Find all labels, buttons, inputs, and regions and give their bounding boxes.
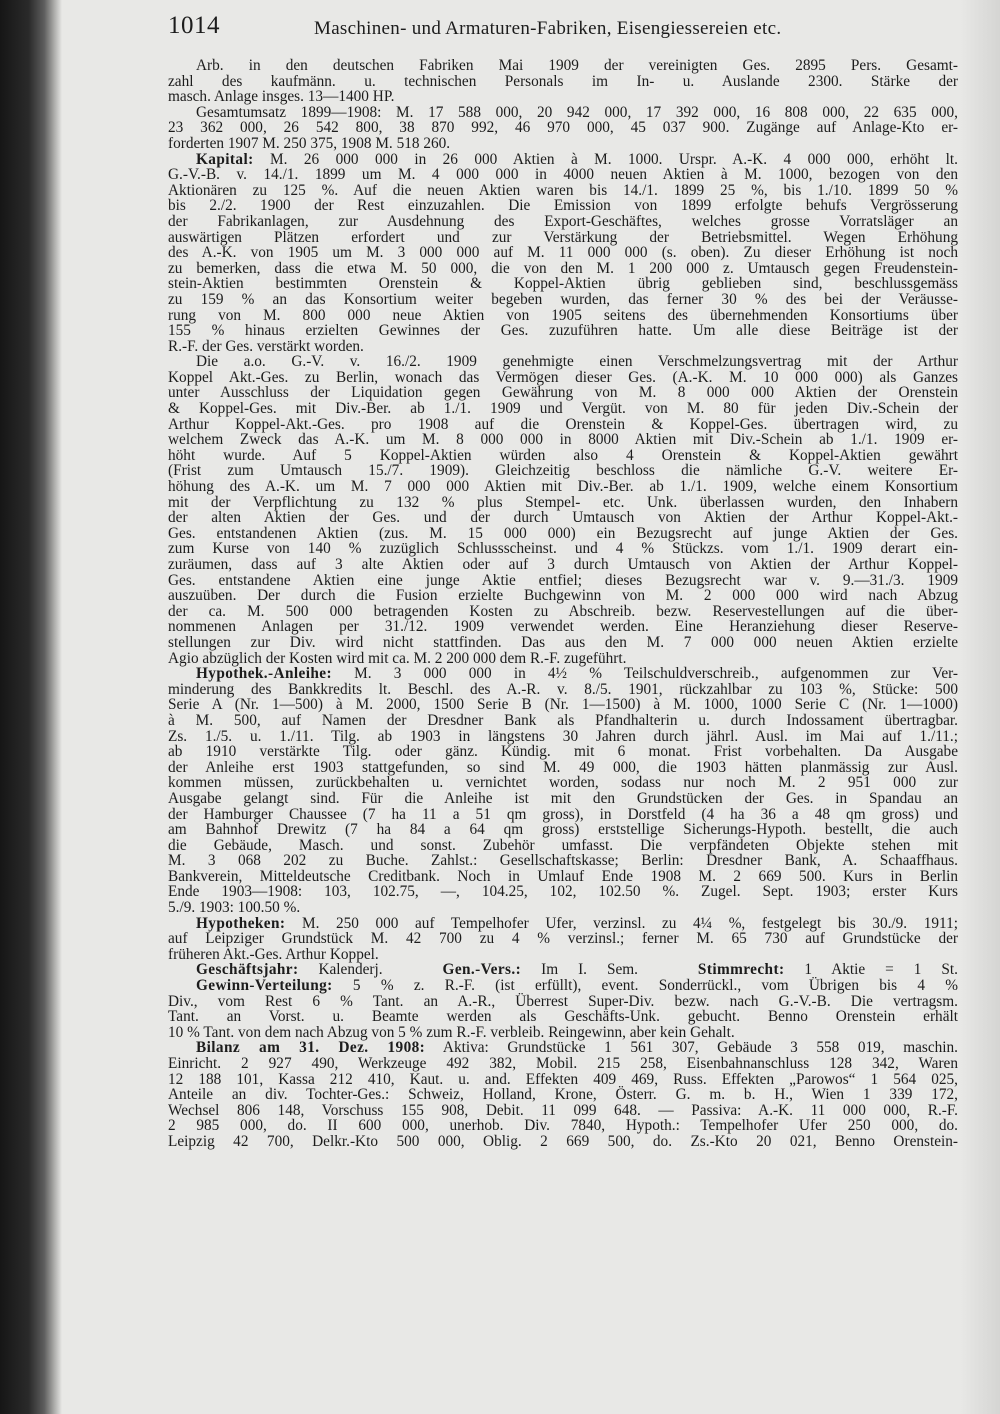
paragraph-hypothek-anleihe <box>168 666 958 916</box>
text-line <box>168 619 958 635</box>
paragraph-workers <box>168 58 958 105</box>
text-run: der ca. M. 500 000 betragenden Kosten zu Abschreib. bezw. Reservestellungen auf die über- <box>168 602 958 620</box>
text-line <box>168 1087 958 1103</box>
text-run: Tant. an Vorst. u. Beamte werden als Geschäfts-Unk. gebucht. Benno Orenstein erhält <box>168 1008 958 1026</box>
text-run: stein-Aktien bestimmten Orenstein & Koppel-Aktien übrig geblieben sind, beschlussgemäss <box>168 275 958 293</box>
text-run: Ende 1903—1908: 103, 102.75, —, 104.25, 102, 102.50 %. Zugel. Sept. 1903; erster Kurs <box>168 883 958 901</box>
text-line <box>168 682 958 698</box>
text-run: Aktiva: Grundstücke 1 561 307, Gebäude 3 558 019, maschin. <box>425 1039 958 1057</box>
text-run: zu bemerken, dass die etwa M. 50 000, die von den M. 1 200 000 z. Umtausch gegen Freudenstein- <box>168 259 958 277</box>
text-line <box>168 635 958 651</box>
text-run: Die a.o. G.-V. v. 16./2. 1909 genehmigte einen Verschmelzungsvertrag mit der Arthur <box>196 353 958 371</box>
text-run: 10 % Tant. von dem nach Abzug von 5 % zum R.-F. verbleib. Reingewinn, aber kein Gehalt. <box>168 1023 735 1041</box>
text-run: minderung des Bankkredits lt. Beschl. des A.-R. v. 8./5. 1901, rückzahlbar zu 103 %, Stücke: 500 <box>168 680 958 698</box>
text-run: Div., vom Rest 6 % Tant. an A.-R., Überrest Super-Div. bezw. nach G.-V.-B. Die vertragsm. <box>168 992 958 1010</box>
text-line <box>168 198 958 214</box>
text-line <box>168 479 958 495</box>
text-line <box>168 744 958 760</box>
body-text <box>168 58 958 1150</box>
text-line <box>168 276 958 292</box>
text-run: (Frist zum Umtausch 15./7. 1909). Gleichzeitig beschloss die nämliche G.-V. weitere Er- <box>168 462 958 480</box>
text-run: Arthur Koppel-Akt.-Ges. pro 1908 auf die Orenstein & Koppel-Ges. übertragen wird, zu <box>168 415 958 433</box>
text-line <box>168 869 958 885</box>
text-line <box>168 385 958 401</box>
text-line <box>168 1040 958 1056</box>
section-heading: Bilanz am 31. Dez. 1908: <box>196 1039 426 1057</box>
text-line <box>168 292 958 308</box>
text-run: zum Kurse von 140 % zuzüglich Schlussscheinst. und 4 % Stückzs. vom 1./1. 1909 derart ein- <box>168 540 958 558</box>
page-right-edge <box>960 0 1000 1414</box>
book-binding-shadow <box>0 0 52 1414</box>
text-run: der Fabrikanlagen, zur Ausdehnung des Export-Geschäftes, welches grosse Vorratsläger an <box>168 212 958 230</box>
text-run: Ges. entstandenen Aktien (zus. M. 15 000 000) ein Bezugsrecht auf junge Aktien der Ges. <box>168 524 958 542</box>
text-line <box>168 573 958 589</box>
text-line <box>168 962 958 978</box>
text-line <box>168 884 958 900</box>
text-run: M. 3 068 202 zu Buche. Zahlst.: Gesellschaftskasse; Berlin: Dresdner Bank, A. Schaaffhaus. <box>168 852 958 870</box>
text-line <box>168 916 958 932</box>
text-run: der Anleihe erst 1903 stattgefunden, so sind M. 49 000, die 1903 hätten planmässig zur Ausl. <box>168 758 958 776</box>
section-heading: Gen.-Vers.: <box>442 961 522 979</box>
text-run: höht wurde. Auf 5 Koppel-Aktien würden also 4 Orenstein & Koppel-Aktien gewährt <box>168 446 958 464</box>
text-run: der alten Aktien der Ges. und der durch Umtausch von Aktien der Arthur Koppel-Akt.- <box>168 509 958 527</box>
text-run: Aktionären zu 125 %. Auf die neuen Aktien waren bis 14./1. 1899 25 %, bis 1./10. 1899 50 % <box>168 181 958 199</box>
text-line <box>168 510 958 526</box>
text-line <box>168 838 958 854</box>
text-line <box>168 697 958 713</box>
paragraph-hypotheken <box>168 916 958 963</box>
text-run: 12 188 101, Kassa 212 410, Kaut. u. and. Effekten 409 469, Russ. Effekten „Parowos“ 1 564 025, <box>168 1070 958 1088</box>
text-run: ab 1910 verstärkte Tilg. oder gänz. Kündig. mit 6 monat. Frist vorbehalten. Da Ausgabe <box>168 743 958 761</box>
text-line <box>168 401 958 417</box>
text-run: Agio abzüglich der Kosten wird mit ca. M. 2 200 000 dem R.-F. zugeführt. <box>168 649 627 667</box>
text-line <box>168 230 958 246</box>
text-run: M. 250 000 auf Tempelhofer Ufer, verzinsl. zu 4¼ %, festgelegt bis 30./9. 1911; <box>285 914 958 932</box>
text-line <box>168 1025 958 1041</box>
paragraph-kapital <box>168 152 958 355</box>
text-line <box>168 666 958 682</box>
text-line <box>168 152 958 168</box>
text-run: zuräumen, dass auf 3 alte Aktien oder auf 3 durch Umtausch von Aktien der Arthur Koppel- <box>168 556 958 573</box>
text-line <box>168 526 958 542</box>
paragraph-bilanz <box>168 1040 958 1149</box>
text-line <box>168 807 958 823</box>
text-run: die Gebäude, Masch. und sonst. Zubehör umfasst. Die verpfändeten Objekte stehen mit <box>168 836 958 854</box>
paragraph-turnover <box>168 105 958 152</box>
page-number: 1014 <box>168 12 220 39</box>
text-line <box>168 994 958 1010</box>
text-run: unter Ausschluss der Liquidation gegen Gewährung von M. 8 000 000 Aktien der Orenstein <box>168 384 958 402</box>
text-line <box>168 651 958 667</box>
text-line <box>168 853 958 869</box>
text-run: Arb. in den deutschen Fabriken Mai 1909 der vereinigten Ges. 2895 Pers. Gesamt- <box>196 57 958 74</box>
text-run: auszuüben. Der durch die Fusion erzielte Buchgewinn von M. 2 000 000 wird nach Abzug <box>168 587 958 605</box>
text-line <box>168 604 958 620</box>
text-line <box>168 947 958 963</box>
text-line <box>168 370 958 386</box>
text-run: à M. 500, auf Namen der Dresdner Bank als Pfandhalterin u. durch Indossament übertragbar. <box>168 711 958 729</box>
text-line <box>168 775 958 791</box>
text-run: auf Leipziger Grundstück M. 42 700 zu 4 % verzinsl.; ferner M. 65 730 auf Grundstücke der <box>168 930 958 948</box>
text-run: 5./9. 1903: 100.50 %. <box>168 899 301 917</box>
text-run: Kalenderj. <box>298 961 443 979</box>
text-run: Zs. 1./5. u. 1./11. Tilg. ab 1903 in längstens 30 Jahren durch jährl. Ausl. im Mai auf 1./11.; <box>168 727 958 745</box>
text-line <box>168 448 958 464</box>
running-head: Maschinen- und Armaturen-Fabriken, Eisengiessereien etc. <box>314 18 782 39</box>
text-run: M. 3 000 000 in 4½ % Teilschuldverschreib., aufgenommen zur Ver- <box>331 665 958 683</box>
text-line <box>168 1072 958 1088</box>
text-line <box>168 1134 958 1150</box>
text-run: 23 362 000, 26 542 800, 38 870 992, 46 970 000, 45 037 900. Zugänge auf Anlage-Kto er- <box>168 119 958 137</box>
text-run: Ausgabe gelangt sind. Für die Anleihe ist mit den Grundstücken der Ges. in Spandau an <box>168 789 958 807</box>
text-run: M. 26 000 000 in 26 000 Aktien à M. 1000. Urspr. A.-K. 4 000 000, erhöht lt. <box>253 150 958 168</box>
text-run: Leipzig 42 700, Delkr.-Kto 500 000, Oblig. 2 669 500, do. Zs.-Kto 20 021, Benno Orenstein- <box>168 1132 958 1150</box>
text-run: höhung des A.-K. um M. 7 000 000 Aktien mit Div.-Ber. ab 1./1. 1909, welche einem Konsortium <box>168 478 958 496</box>
text-run: welchem Zweck das A.-K. um M. 8 000 000 in 8000 Aktien mit Div.-Schein ab 1./1. 1909 er- <box>168 431 958 449</box>
text-line <box>168 58 958 74</box>
binding-edge <box>52 0 62 1414</box>
text-run: G.-V.-B. v. 14./1. 1899 um M. 4 000 000 in 4000 neuen Aktien à M. 1000, bezogen von den <box>168 166 958 184</box>
text-line <box>168 432 958 448</box>
text-run: zahl des kaufmänn. u. technischen Personals im In- u. Auslande 2300. Stärke der <box>168 72 958 90</box>
paragraph-gewinn-verteilung <box>168 978 958 1040</box>
text-run: früheren Akt.-Ges. Arthur Koppel. <box>168 945 379 963</box>
paragraph-geschaeftsjahr <box>168 962 958 978</box>
text-line <box>168 354 958 370</box>
text-run: Gesamtumsatz 1899—1908: M. 17 588 000, 20 942 000, 17 392 000, 16 808 000, 22 635 000, <box>196 103 958 121</box>
text-run: 2 985 000, do. II 600 000, unerhob. Div. 7840, Hypoth.: Tempelhofer Ufer 250 000, do. <box>168 1117 958 1135</box>
section-heading: Kapital: <box>196 150 254 168</box>
text-line <box>168 167 958 183</box>
text-run: nommenen Anlagen per 31./12. 1909 verwendet werden. Eine Heranziehung dieser Reserve- <box>168 618 958 636</box>
text-run: 1 Aktie = 1 St. <box>784 961 958 979</box>
text-run: Bankverein, Mitteldeutsche Creditbank. Noch in Umlauf Ende 1908 M. 2 669 500. Kurs in Berlin <box>168 867 958 885</box>
text-run: & Koppel-Ges. mit Div.-Ber. ab 1./1. 1909 und Vergüt. von M. 80 für jeden Div.-Schein der <box>168 400 958 418</box>
text-run: des A.-K. von 1905 um M. 3 000 000 auf M. 11 000 000 (s. oben). Zu dieser Erhöhung ist noch <box>168 244 958 262</box>
text-line <box>168 1056 958 1072</box>
text-run: 5 % z. R.-F. (ist erfüllt), event. Sonderrückl., vom Übrigen bis 4 % <box>332 977 958 995</box>
text-run: zu 159 % an das Konsortium weiter begeben wurden, das ferner 30 % des bei der Veräusse- <box>168 290 958 308</box>
text-line <box>168 417 958 433</box>
page-header <box>168 12 938 46</box>
section-heading: Hypotheken: <box>196 914 286 932</box>
text-line <box>168 308 958 324</box>
text-run: Serie A (Nr. 1—500) à M. 2000, 1500 Serie B (Nr. 1—1500) à M. 1000, 1000 Serie C (Nr. 1—1000) <box>168 696 958 714</box>
text-run: Anteile an div. Tochter-Ges.: Schweiz, Holland, Krone, Österr. G. m. b. H., Wien 1 339 172, <box>168 1086 958 1104</box>
text-run: am Bahnhof Drewitz (7 ha 84 a 64 qm gross) erststellige Sicherungs-Hypoth. bestellt, die auch <box>168 821 958 839</box>
text-run: mit der Verpflichtung zu 132 % plus Stempel- etc. Unk. überlassen wurden, den Inhabern <box>168 493 958 511</box>
text-run: Wechsel 806 148, Vorschuss 155 908, Debit. 11 099 648. — Passiva: A.-K. 11 000 000, R.-F. <box>168 1101 958 1119</box>
text-line <box>168 541 958 557</box>
text-line <box>168 120 958 136</box>
text-line <box>168 214 958 230</box>
text-line <box>168 900 958 916</box>
text-run: Ges. entstandene Aktien eine junge Aktie entfiel; dieses Bezugsrecht war v. 9.—31./3. 1909 <box>168 571 958 589</box>
text-run: Koppel Akt.-Ges. zu Berlin, wonach das Vermögen dieser Ges. (A.-K. M. 10 000 000) als Ganzes <box>168 368 958 386</box>
section-heading: Gewinn-Verteilung: <box>196 977 333 995</box>
text-run: auswärtigen Plätzen erfordert und zur Verstärkung der Betriebsmittel. Wegen Erhöhung <box>168 228 958 246</box>
text-line <box>168 105 958 121</box>
text-line <box>168 261 958 277</box>
section-heading: Hypothek.-Anleihe: <box>196 665 332 683</box>
text-line <box>168 822 958 838</box>
text-line <box>168 495 958 511</box>
text-run: der Hamburger Chaussee (7 ha 11 a 51 qm gross), in Dorstfeld (4 ha 36 a 48 qm gross) und <box>168 805 958 823</box>
text-line <box>168 931 958 947</box>
text-run: stellungen zur Div. wird nicht stattfinden. Das aus den M. 7 000 000 neuen Aktien erzielte <box>168 633 958 651</box>
text-run: forderten 1907 M. 250 375, 1908 M. 518 260. <box>168 134 451 152</box>
text-line <box>168 74 958 90</box>
section-heading: Stimmrecht: <box>697 961 785 979</box>
text-run: kommen müssen, zurückbehalten u. vernichtet worden, sodass nur noch M. 2 951 000 zur <box>168 774 958 792</box>
text-line <box>168 323 958 339</box>
text-line <box>168 713 958 729</box>
text-line <box>168 588 958 604</box>
text-line <box>168 463 958 479</box>
text-run: Einricht. 2 927 490, Werkzeuge 492 382, Mobil. 215 258, Eisenbahnanschluss 128 342, Waren <box>168 1055 958 1072</box>
text-line <box>168 1009 958 1025</box>
text-line <box>168 760 958 776</box>
text-line <box>168 978 958 994</box>
text-line <box>168 791 958 807</box>
text-line <box>168 136 958 152</box>
text-run: masch. Anlage insges. 13—1400 HP. <box>168 88 395 106</box>
section-heading: Geschäftsjahr: <box>196 961 299 979</box>
text-run: rung von M. 800 000 neue Aktien von 1905 seitens des übernehmenden Konsortiums über <box>168 306 958 324</box>
text-line <box>168 557 958 573</box>
paragraph-merger <box>168 354 958 666</box>
text-run: R.-F. der Ges. verstärkt worden. <box>168 337 364 355</box>
text-line <box>168 183 958 199</box>
text-line <box>168 1103 958 1119</box>
text-line <box>168 339 958 355</box>
text-line <box>168 89 958 105</box>
text-line <box>168 1118 958 1134</box>
text-line <box>168 245 958 261</box>
text-run: Im I. Sem. <box>521 961 698 979</box>
text-line <box>168 729 958 745</box>
text-run: bis 2./2. 1900 der Rest einzuzahlen. Die Emission von 1899 erfolgte behufs Vergrösserung <box>168 197 958 215</box>
text-run: 155 % hinaus erzielten Gewinnes der Ges. zuzuführen hatte. Um alle diese Beiträge ist der <box>168 322 958 340</box>
